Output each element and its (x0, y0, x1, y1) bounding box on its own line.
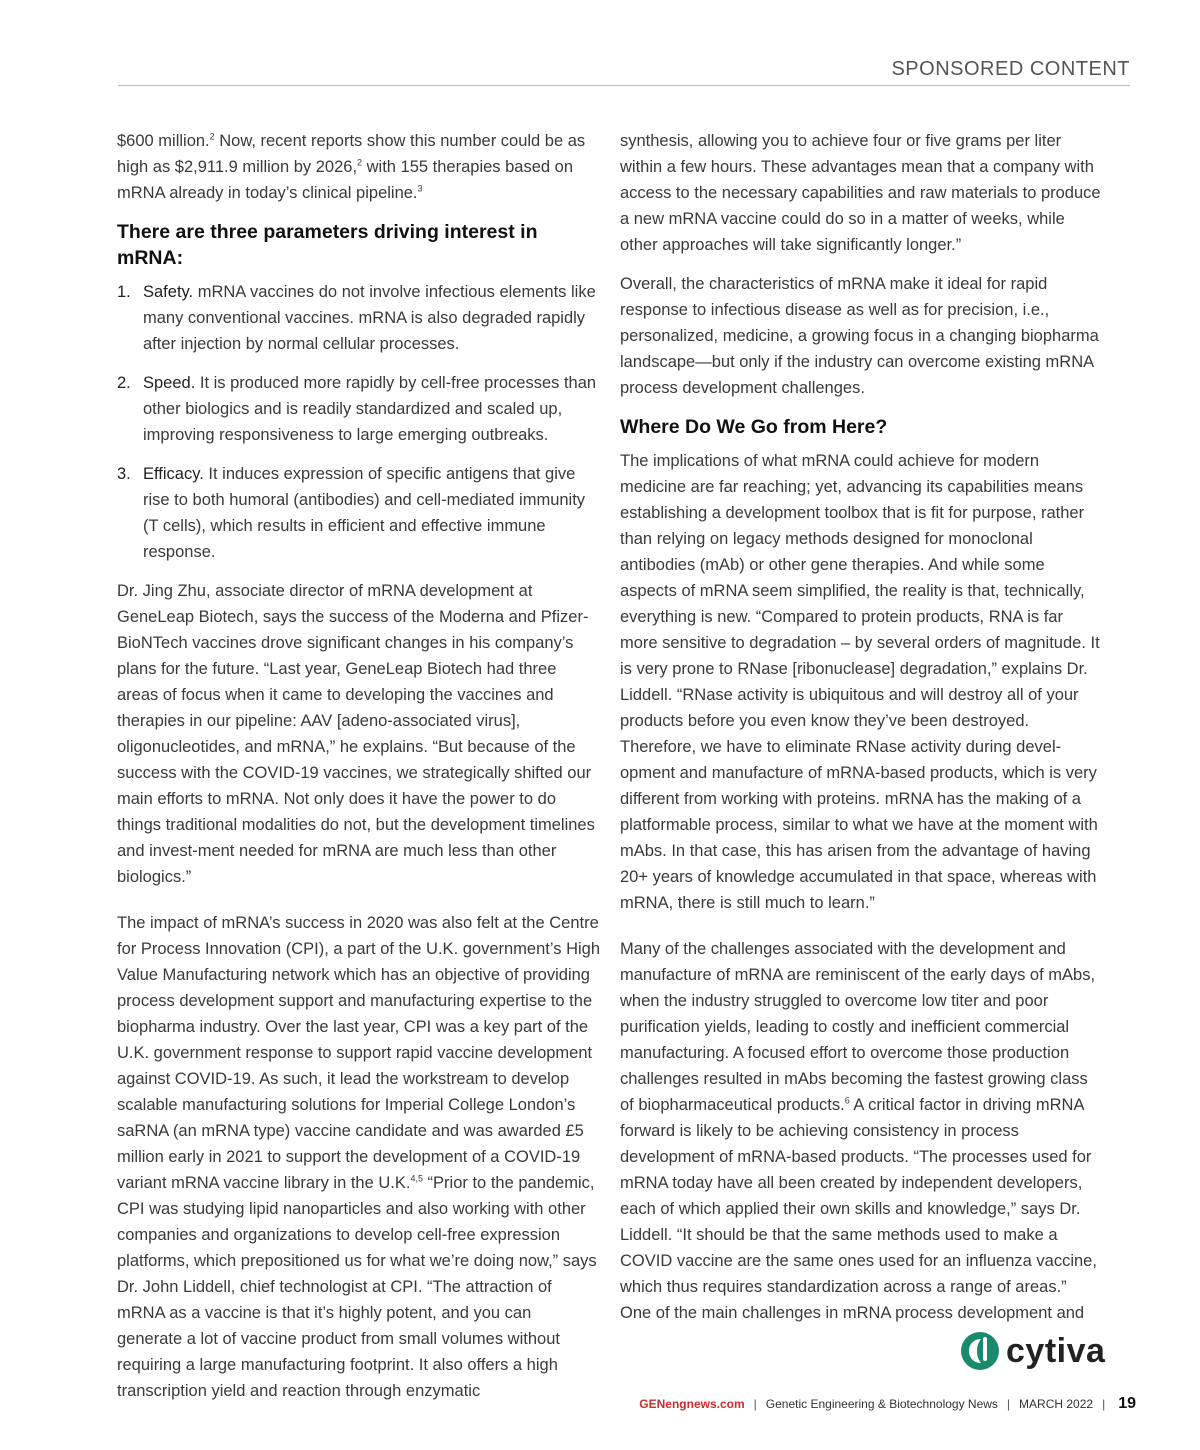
page-number: 19 (1118, 1395, 1136, 1412)
list-number: 3. (117, 465, 131, 483)
footer-divider: | (1006, 1397, 1011, 1411)
list-lead: Safety. (143, 283, 194, 301)
cpi-paragraph: The impact of mRNA’s success in 2020 was also felt at the Centre for Process Innovation (CPI), a part of the U.K. government’s High Value Manufacturing network which has an objective of providing process development support and manufacturing expertise to the biopharma industry. Over the last year, CPI was a key part of the U.K. government response to support rapid vaccine development against COVID-19. As such, it lead the workstream to develop scalable manufacturing solutions for Imperial College London’s saRNA (an mRNA type) vaccine candidate and was awarded £5 million early in 2021 to support the development of a COVID-19 variant mRNA vaccine library in the U.K.$^{4,5}$ “Prior to the pandemic, CPI was studying lipid nanoparticles and also working with other companies and organizations to develop cell-free expression platforms, which prepositioned us for what we’re doing now,” says Dr. John Liddell, chief technologist at CPI. “The attraction of mRNA as a vaccine is that it’s highly potent, and you can generate a lot of vaccine product from small volumes without requiring a large manufacturing footprint. It also offers a high transcription yield and reaction through enzymatic (117, 914, 601, 1400)
cytiva-logo (960, 1330, 1105, 1372)
list-number: 1. (117, 283, 131, 301)
right-column (620, 128, 1102, 1339)
intro-paragraph: $600 million.$^2$ Now, recent reports show this number could be as high as $2,911.9 million by 2026,$^2$ with 155 therapies based on mRNA already in today’s clinical pipeline.$^3$ (117, 131, 586, 202)
cytiva-wordmark: cytiva (1006, 1331, 1106, 1370)
list-lead: Speed. (143, 374, 196, 392)
where-heading: Where Do We Go from Here? (620, 416, 888, 438)
list-item: 2. Speed. It is produced more rapidly by cell-free processes than other biologics and is readily standardized and scaled up, improving responsiveness to large emerging outbreaks. (117, 370, 600, 448)
footnote-ref: 2 (357, 157, 363, 168)
implications-paragraph: The implications of what mRNA could achieve for modern medicine are far reaching; yet, advancing its capabilities means establishing a development toolbox that is fit for purpose, rather than relying on legacy methods designed for monoclonal antibodies (mAb) or other gene therapies. And while some aspects of mRNA seem simplified, the reality is that, technically, everything is new. “Compared to protein products, RNA is far more sensitive to degradation – by several orders of magnitude. It is very prone to RNase [ribonuclease] degradation,” explains Dr. Liddell. “RNase activity is ubiquitous and will destroy all of your products before you even know they’ve been destroyed. Therefore, we have to eliminate RNase activity during devel-opment and manufacture of mRNA-based products, which is very different from working with proteins. mRNA has the making of a platformable process, similar to what we have at the moment with mAbs. In that case, this has arisen from the advantage of having 20+ years of knowledge accumulated in that space, whereas with mRNA, there is still much to learn.” (620, 452, 1100, 912)
synthesis-paragraph: synthesis, allowing you to achieve four or five grams per liter within a few hours. These advantages mean that a company with access to the necessary capabilities and raw materials to produce a new mRNA vaccine could do so in a matter of weeks, while other approaches will take significantly longer.” (620, 132, 1101, 254)
footnote-ref: 4,5 (410, 1173, 423, 1184)
footer-divider: | (753, 1397, 757, 1411)
site-link[interactable]: GENengnews.com (639, 1397, 745, 1411)
cytiva-logo-icon (960, 1331, 1000, 1371)
left-column (117, 128, 600, 1417)
challenges-paragraph: Many of the challenges associated with the development and manufacture of mRNA are reminiscent of the early days of mAbs, when the industry struggled to overcome low titer and poor purification yields, leading to costly and inefficient commercial manufacturing. A focused effort to overcome those production challenges resulted in mAbs becoming the fastest growing class of biopharmaceutical products.$^6$ A critical factor in driving mRNA forward is likely to be achieving consistency in process development of mRNA-based products. “The processes used for mRNA today have all been created by independent developers, each of which applied their own skills and knowledge,” says Dr. Liddell. “It should be that the same methods used to make a COVID vaccine are the same ones used for an influenza vaccine, which thus requires standardization across a range of areas.” One of the main challenges in mRNA process development and (620, 940, 1097, 1322)
footnote-ref: 6 (844, 1095, 850, 1106)
footnote-ref: 3 (417, 183, 423, 194)
issue-date: MARCH 2022 (1019, 1397, 1094, 1411)
footnote-ref: 2 (209, 131, 215, 142)
publication-name: Genetic Engineering & Biotechnology News (765, 1397, 998, 1411)
parameters-list (117, 279, 600, 565)
parameters-heading: There are three parameters driving interest in mRNA: (117, 221, 538, 269)
footer-divider: | (1102, 1397, 1106, 1411)
list-number: 2. (117, 374, 131, 392)
header-rule (118, 85, 1130, 86)
list-item: 3. Efficacy. It induces expression of specific antigens that give rise to both humoral (antibodies) and cell-mediated immunity (T cells), which results in efficient and effective immune response. (117, 461, 600, 565)
zhu-paragraph: Dr. Jing Zhu, associate director of mRNA development at GeneLeap Biotech, says the success of the Moderna and Pfizer-BioNTech vaccines drove significant changes in his company’s plans for the future. “Last year, GeneLeap Biotech had three areas of focus when it came to developing the vaccines and therapies in our pipeline: AAV [adeno-associated virus], oligonucleotides, and mRNA,” he explains. “But because of the success with the COVID-19 vaccines, we strategically shifted our main efforts to mRNA. Not only does it have the power to do things traditional modalities do not, but the development timelines and invest-ment needed for mRNA are much less than other biologics.” (117, 582, 595, 886)
characteristics-paragraph: Overall, the characteristics of mRNA make it ideal for rapid response to infectious disease as well as for precision, i.e., personalized, medicine, a growing focus in a changing biopharma landscape—but only if the industry can overcome existing mRNA process development challenges. (620, 275, 1099, 397)
list-lead: Efficacy. (143, 465, 204, 483)
list-item: 1. Safety. mRNA vaccines do not involve infectious elements like many conventional vaccines. mRNA is also degraded rapidly after injection by normal cellular processes. (117, 279, 600, 357)
sponsored-content-label: SPONSORED CONTENT (891, 58, 1130, 80)
page-footer (639, 1392, 1136, 1416)
